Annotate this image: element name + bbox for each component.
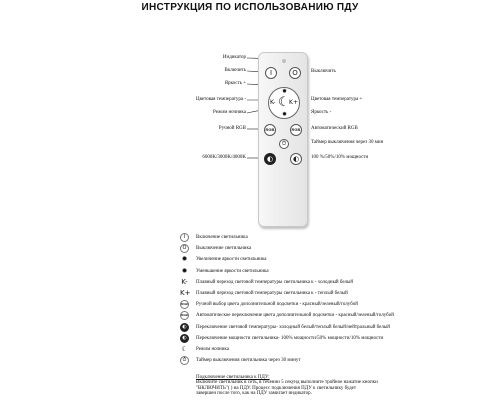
legend-text: Уменьшение яркости светильника bbox=[196, 268, 269, 274]
callout-timer: Таймер выключения через 30 мин bbox=[311, 140, 384, 145]
pairing-notes bbox=[196, 375, 436, 397]
color-temp-minus-button[interactable]: K- bbox=[270, 99, 276, 106]
legend-icon: I bbox=[180, 233, 189, 242]
legend-text: Включение светильника bbox=[196, 235, 248, 240]
pairing-notes-heading: Подключение светильника к ПДУ: bbox=[196, 375, 270, 380]
callout-manual-rgb: Ручной RGB bbox=[218, 126, 246, 131]
page-title: ИНСТРУКЦИЯ ПО ИСПОЛЬЗОВАНИЮ ПДУ bbox=[141, 2, 359, 13]
legend-list bbox=[180, 232, 480, 366]
legend-text: Выключение светильника bbox=[196, 246, 252, 252]
callout-off: Выключить bbox=[311, 69, 336, 74]
legend-text: Переключение мощности светильника- 100% мощности/50% мощности/10% мощности bbox=[196, 335, 384, 341]
legend-text: Плавный переход световой температуры светильника к - теплый белый bbox=[196, 290, 348, 296]
legend-icon: K- bbox=[181, 277, 188, 286]
legend-text: Увеличение яркости светильника bbox=[196, 257, 267, 263]
legend-icon: ✹ bbox=[181, 255, 188, 264]
callout-auto-rgb: Автоматический RGB bbox=[311, 126, 358, 131]
color-temp-plus-button[interactable]: K+ bbox=[289, 99, 298, 106]
night-mode-icon[interactable]: ☾ bbox=[278, 95, 290, 110]
brightness-up-icon[interactable]: ✹ bbox=[282, 88, 288, 95]
callout-color-temp-plus: Цветовая температура + bbox=[311, 97, 363, 102]
legend-row bbox=[180, 355, 480, 366]
pairing-notes-line: завершен после того, как на ПДУ замигает индикатор. bbox=[196, 391, 312, 397]
power-mode-button[interactable]: ◐ bbox=[290, 153, 302, 165]
legend-row bbox=[180, 254, 480, 265]
legend-icon: K+ bbox=[180, 288, 191, 297]
legend-text: Переключение световой температуры- холодный белый/теплый белый/нейтральный белый bbox=[196, 324, 390, 330]
callout-temp-modes: 6000K/3000K/4000K bbox=[202, 155, 246, 160]
callout-power-modes: 100 %/50%/10% мощности bbox=[311, 155, 369, 160]
legend-text: Ручной выбор цвета дополнительной подсветки - красный/зеленый/голубой bbox=[196, 302, 358, 308]
manual-rgb-button[interactable]: RGB bbox=[264, 124, 276, 136]
legend-row bbox=[180, 266, 480, 277]
callout-brightness-up: Яркость + bbox=[224, 81, 246, 86]
legend-row bbox=[180, 299, 480, 310]
legend-icon: ☾ bbox=[181, 344, 188, 353]
legend-row bbox=[180, 243, 480, 254]
brightness-down-icon[interactable]: ✹ bbox=[282, 111, 288, 118]
callout-color-temp-minus: Цветовая температура - bbox=[195, 97, 246, 102]
legend-row bbox=[180, 344, 480, 355]
legend-icon: ✹ bbox=[181, 266, 188, 275]
legend-text: Таймер выключения светильника через 30 минут bbox=[196, 358, 301, 364]
legend-icon: RGB bbox=[180, 300, 189, 309]
legend-icon: ◐ bbox=[180, 334, 189, 343]
legend-row bbox=[180, 310, 480, 321]
callout-on: Включить bbox=[224, 68, 246, 73]
legend-row bbox=[180, 322, 480, 333]
timer-button[interactable]: ⏱ bbox=[279, 139, 289, 149]
legend-row bbox=[180, 277, 480, 288]
legend-row bbox=[180, 232, 480, 243]
callout-brightness-down: Яркость - bbox=[311, 110, 332, 115]
legend-text: Плавный переход световой температуры светильника к - холодный белый bbox=[196, 279, 354, 285]
pairing-notes-line: "ВКЛЮЧИТЬ"( ) на ПДУ. Процесс подключения ПДУ к светильнику будет bbox=[196, 385, 357, 391]
callout-night-mode: Режим ночника bbox=[213, 110, 246, 115]
off-button[interactable]: O bbox=[289, 67, 301, 79]
legend-icon: ◐ bbox=[180, 323, 189, 332]
on-button[interactable]: I bbox=[265, 67, 277, 79]
legend-row bbox=[180, 288, 480, 299]
legend-icon: O bbox=[180, 244, 189, 253]
legend-text: Автоматическое переключение цвета дополнительной подсветки - красный/зеленый/голубой bbox=[196, 313, 394, 319]
legend-text: Режим ночника bbox=[196, 346, 229, 352]
color-temp-mode-button[interactable]: ◐ bbox=[264, 153, 276, 165]
auto-rgb-button[interactable]: RGB bbox=[290, 124, 302, 136]
pairing-notes-line: Включите светильник в сеть, в течении 5 секунд выполните тройное нажатие кнопки bbox=[196, 380, 378, 386]
legend-icon: ⏱ bbox=[180, 356, 189, 365]
legend-row bbox=[180, 333, 480, 344]
callout-indicator: Индикатор bbox=[222, 55, 246, 60]
legend-icon: RGB bbox=[180, 311, 189, 320]
